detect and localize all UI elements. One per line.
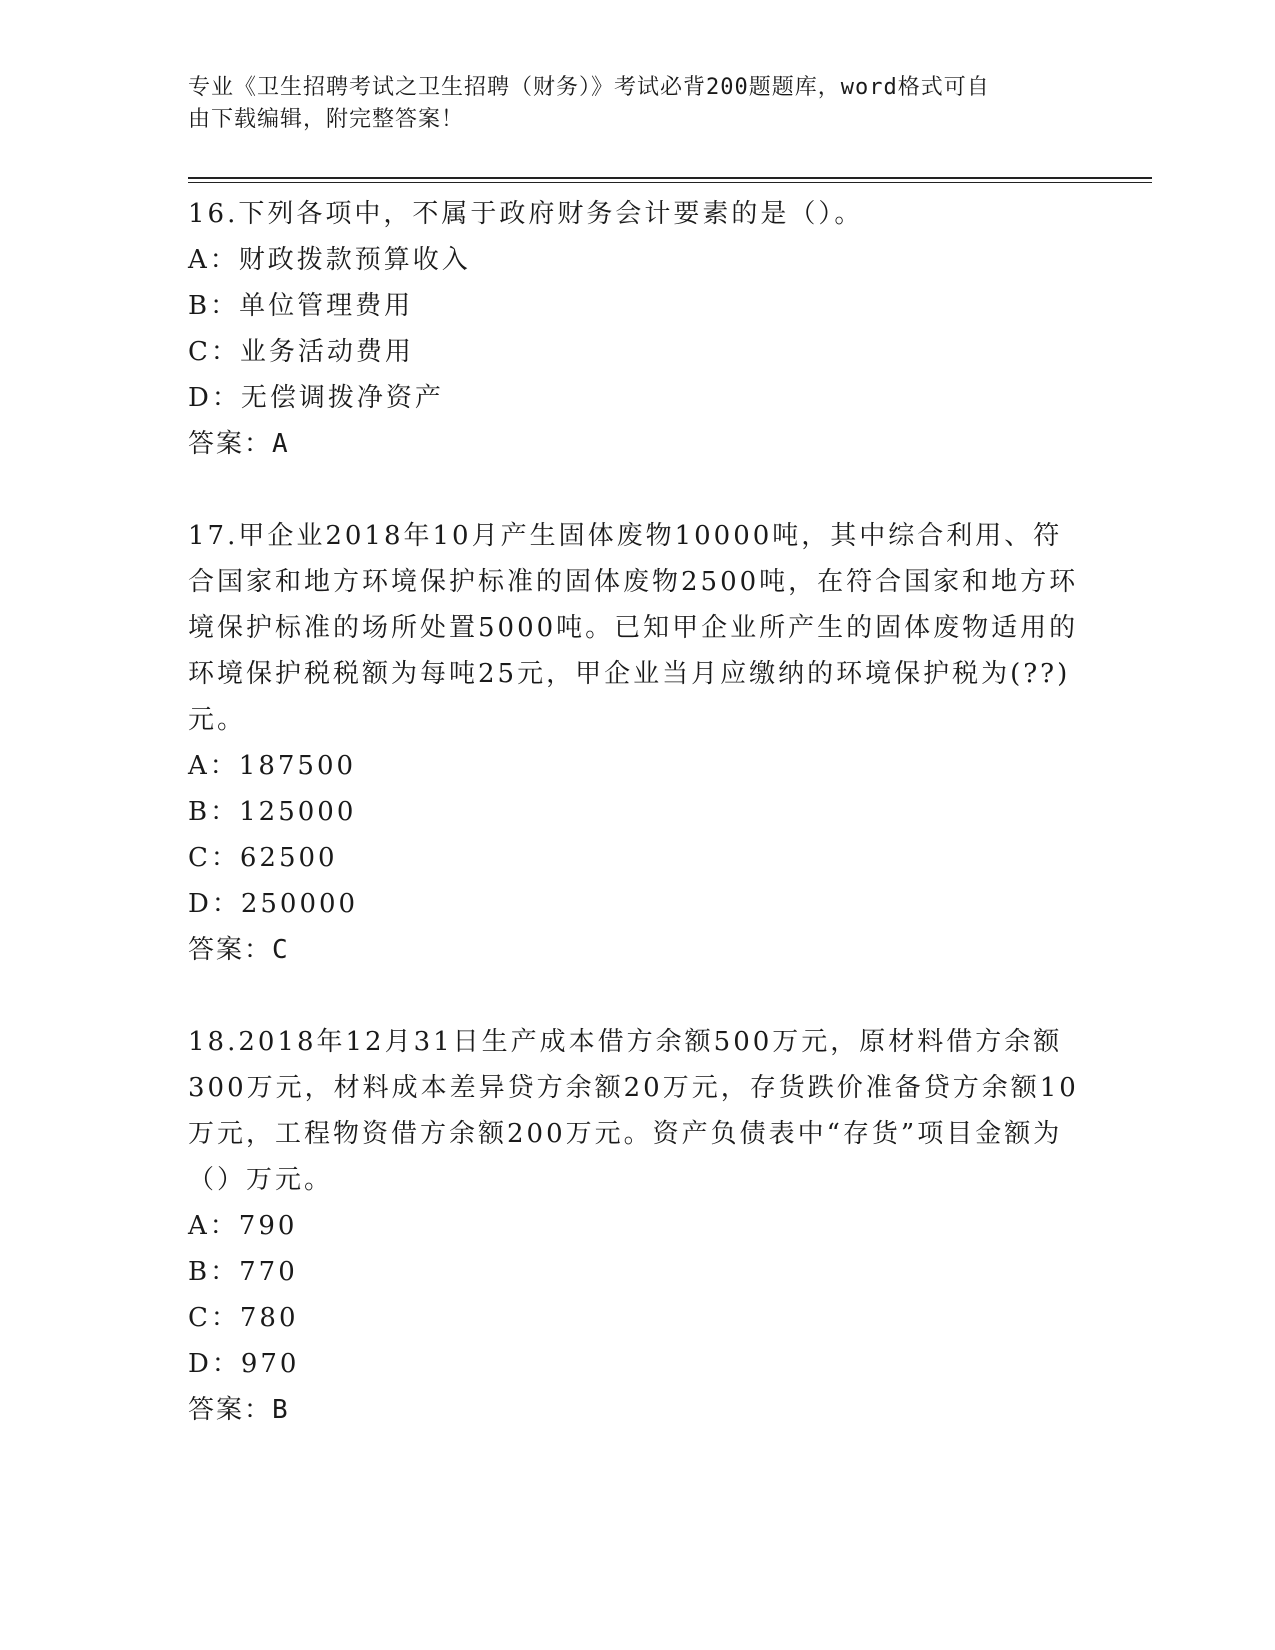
question-18 [188,1019,1088,1433]
option-b: B：125000 [188,797,357,827]
question-stem: 18.2018年12月31日生产成本借方余额500万元，原材料借方余额300万元，材料成本差异贷方余额20万元，存货跌价准备贷方余额10万元，工程物资借方余额200万元。资产负债表中“存货”项目金额为（）万元。 [188,1027,1079,1195]
question-stem: 17.甲企业2018年10月产生固体废物10000吨，其中综合利用、符合国家和地方环境保护标准的固体废物2500吨，在符合国家和地方环境保护标准的场所处置5000吨。已知甲企业所产生的固体废物适用的环境保护税税额为每吨25元，甲企业当月应缴纳的环境保护税为(??)元。 [188,521,1079,735]
header-line-1: 专业《卫生招聘考试之卫生招聘（财务）》考试必背200题题库，word格式可自 [188,75,990,100]
option-d: D：无偿调拨净资产 [188,383,444,413]
answer-line: 答案：B [188,1395,290,1425]
option-c: C：62500 [188,843,338,873]
question-16 [188,191,1088,467]
option-b: B：770 [188,1257,298,1287]
option-c: C：业务活动费用 [188,337,414,367]
answer-line: 答案：C [188,935,290,965]
question-stem: 16.下列各项中，不属于政府财务会计要素的是（）。 [188,199,864,229]
question-spacer [188,467,1088,513]
option-a: A：财政拨款预算收入 [188,245,471,275]
question-spacer [188,973,1088,1019]
option-d: D：970 [188,1349,300,1379]
document-header [188,72,1068,136]
header-divider-thick [188,177,1152,179]
question-17 [188,513,1088,973]
option-d: D：250000 [188,889,359,919]
header-line-2: 由下载编辑，附完整答案！ [188,107,465,132]
question-list [188,191,1088,1433]
option-a: A：790 [188,1211,298,1241]
option-c: C：780 [188,1303,299,1333]
option-a: A：187500 [188,751,357,781]
option-b: B：单位管理费用 [188,291,414,321]
header-divider-thin [188,182,1152,183]
answer-line: 答案：A [188,429,290,459]
